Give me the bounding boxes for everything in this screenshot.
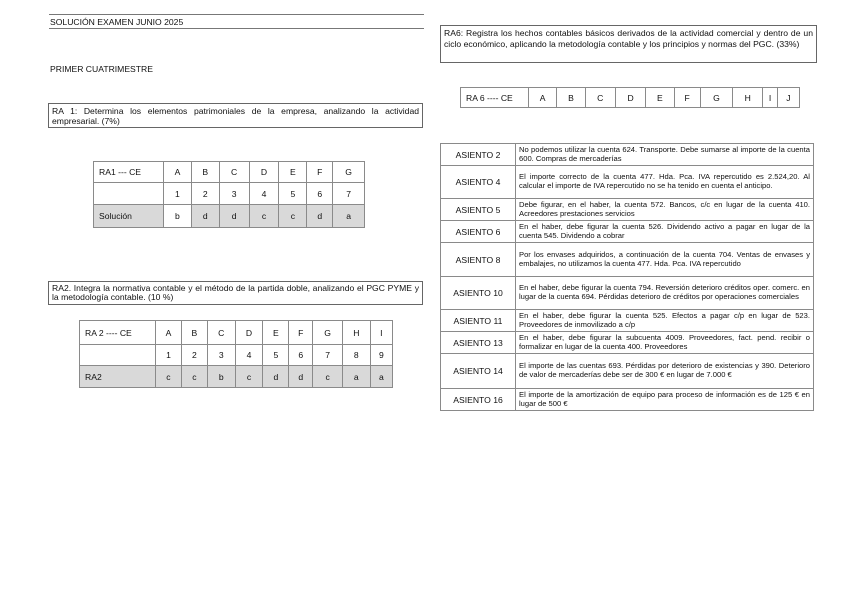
ra1-header-cell: D: [249, 162, 279, 183]
ra1-description: RA 1: Determina los elementos patrimoniales de la empresa, analizando la actividad empresarial. (7%): [48, 103, 423, 128]
ra2-number-cell: 5: [263, 345, 289, 366]
asiento-label: ASIENTO 11: [441, 310, 516, 332]
ra2-number-cell: 2: [181, 345, 207, 366]
ra2-header-cell: G: [313, 321, 343, 345]
asiento-correction: En el haber, debe figurar la cuenta 525. Efectos a pagar c/p en lugar de 523. Proveedores de inmovilizado a c/p: [516, 310, 814, 332]
ra6-entry-row: [441, 144, 814, 166]
ra1-solution-cell: d: [307, 205, 333, 228]
ra1-header-cell: F: [307, 162, 333, 183]
ra2-number-cell: [80, 345, 156, 366]
ra6-entry-row: [441, 221, 814, 243]
ra2-solution-cell: c: [235, 366, 263, 388]
asiento-correction: Debe figurar, en el haber, la cuenta 572. Bancos, c/c en lugar de la cuenta 410. Acreedores prestaciones servicios: [516, 199, 814, 221]
page-title: SOLUCIÓN EXAMEN JUNIO 2025: [50, 17, 184, 27]
ra2-header-cell: C: [207, 321, 235, 345]
ra6-entry-row: [441, 199, 814, 221]
ra6-entry-row: [441, 243, 814, 277]
asiento-label: ASIENTO 4: [441, 166, 516, 199]
ra1-solution-cell: Solución: [94, 205, 164, 228]
ra6-description: RA6: Registra los hechos contables básicos derivados de la actividad comercial y dentro de un ciclo económico, aplicando la metodología contable y los principios y normas del PGC. (33%): [440, 25, 817, 63]
ra1-number-cell: 2: [191, 183, 219, 205]
ra6-entry-row: [441, 354, 814, 389]
ra1-number-cell: 5: [279, 183, 307, 205]
ra6-header-cell: F: [674, 88, 700, 108]
asiento-label: ASIENTO 5: [441, 199, 516, 221]
ra1-header-cell: E: [279, 162, 307, 183]
asiento-label: ASIENTO 2: [441, 144, 516, 166]
ra2-header-cell: I: [370, 321, 392, 345]
asiento-correction: Por los envases adquiridos, a continuación de la cuenta 704. Ventas de envases y embalajes, no utilizamos la cuenta 477. Hda. Pca. IVA repercutido: [516, 243, 814, 277]
ra1-solution-cell: b: [164, 205, 192, 228]
ra2-solution-cell: c: [181, 366, 207, 388]
ra1-table: [93, 161, 365, 228]
ra6-header-cell: D: [615, 88, 645, 108]
ra1-number-cell: 7: [333, 183, 365, 205]
ra2-solution-cell: d: [263, 366, 289, 388]
ra2-header-cell: F: [289, 321, 313, 345]
asiento-correction: El importe de las cuentas 693. Pérdidas por deterioro de existencias y 390. Deterioro de valor de mercaderías debe ser de 300 € en lugar de 7.000 €: [516, 354, 814, 389]
ra1-solution-cell: a: [333, 205, 365, 228]
ra2-number-cell: 7: [313, 345, 343, 366]
ra1-header-cell: A: [164, 162, 192, 183]
ra6-header-cell: I: [763, 88, 777, 108]
ra1-number-cell: 1: [164, 183, 192, 205]
ra2-solution-cell: c: [313, 366, 343, 388]
ra6-header-row: [461, 88, 800, 108]
ra1-header-cell: G: [333, 162, 365, 183]
ra6-header-cell: A: [529, 88, 557, 108]
asiento-label: ASIENTO 6: [441, 221, 516, 243]
ra1-number-row: [94, 183, 365, 205]
ra6-corrections-table: [440, 143, 814, 411]
ra1-header-cell: B: [191, 162, 219, 183]
ra2-solution-cell: c: [156, 366, 182, 388]
ra2-number-cell: 4: [235, 345, 263, 366]
ra6-header-cell: H: [733, 88, 763, 108]
asiento-correction: El importe correcto de la cuenta 477. Hda. Pca. IVA repercutido es 2.524,20. Al calcular el importe de IVA repercutido no se ha tenido en cuenta el anticipo.: [516, 166, 814, 199]
ra2-number-row: [80, 345, 393, 366]
ra6-entry-row: [441, 277, 814, 310]
asiento-correction: El importe de la amortización de equipo para proceso de información es de 125 € en lugar de 500 €: [516, 389, 814, 411]
asiento-correction: En el haber, debe figurar la cuenta 526. Dividendo activo a pagar en lugar de la cuenta 545. Dividendo a cobrar: [516, 221, 814, 243]
ra6-entry-row: [441, 310, 814, 332]
asiento-correction: En el haber, debe figurar la subcuenta 4009. Proveedores, fact. pend. recibir o formalizar en lugar de la cuenta 400. Proveedores: [516, 332, 814, 354]
ra2-number-cell: 1: [156, 345, 182, 366]
ra2-number-cell: 8: [342, 345, 370, 366]
ra1-solution-cell: d: [219, 205, 249, 228]
ra1-solution-row: [94, 205, 365, 228]
ra6-header-cell: C: [585, 88, 615, 108]
header-bottom-rule: [49, 28, 424, 29]
ra2-header-row: [80, 321, 393, 345]
ra1-solution-cell: c: [249, 205, 279, 228]
asiento-label: ASIENTO 10: [441, 277, 516, 310]
term-label: PRIMER CUATRIMESTRE: [50, 64, 153, 74]
ra2-number-cell: 9: [370, 345, 392, 366]
ra1-header-cell: RA1 --- CE: [94, 162, 164, 183]
ra2-solution-cell: RA2: [80, 366, 156, 388]
ra1-number-cell: 4: [249, 183, 279, 205]
header-top-rule: [49, 14, 424, 15]
ra2-header-cell: H: [342, 321, 370, 345]
asiento-correction: En el haber, debe figurar la cuenta 794. Reversión deterioro créditos oper. comerc. en lugar de la cuenta 694. Pérdidas deterioro de créditos por operaciones comerciales: [516, 277, 814, 310]
ra2-number-cell: 3: [207, 345, 235, 366]
ra6-entry-row: [441, 166, 814, 199]
ra2-solution-row: [80, 366, 393, 388]
asiento-label: ASIENTO 14: [441, 354, 516, 389]
ra1-number-cell: [94, 183, 164, 205]
ra6-header-cell: E: [646, 88, 674, 108]
ra2-header-cell: A: [156, 321, 182, 345]
asiento-label: ASIENTO 13: [441, 332, 516, 354]
ra2-description: RA2. Integra la normativa contable y el método de la partida doble, analizando el PGC PYME y la metodología contable. (10 %): [48, 281, 423, 305]
ra2-solution-cell: a: [370, 366, 392, 388]
ra6-header-cell: G: [700, 88, 732, 108]
ra6-header-table: [460, 87, 800, 108]
ra1-number-cell: 6: [307, 183, 333, 205]
ra6-header-cell: B: [557, 88, 585, 108]
ra6-header-cell: RA 6 ---- CE: [461, 88, 529, 108]
asiento-label: ASIENTO 16: [441, 389, 516, 411]
ra1-header-row: [94, 162, 365, 183]
ra2-table: [79, 320, 393, 388]
ra2-number-cell: 6: [289, 345, 313, 366]
ra1-header-cell: C: [219, 162, 249, 183]
ra2-solution-cell: d: [289, 366, 313, 388]
ra2-solution-cell: a: [342, 366, 370, 388]
asiento-label: ASIENTO 8: [441, 243, 516, 277]
ra6-entry-row: [441, 332, 814, 354]
ra2-solution-cell: b: [207, 366, 235, 388]
asiento-correction: No podemos utilizar la cuenta 624. Transporte. Debe sumarse al importe de la cuenta 600. Compras de mercaderías: [516, 144, 814, 166]
ra2-header-cell: B: [181, 321, 207, 345]
ra6-header-cell: J: [777, 88, 799, 108]
ra6-entry-row: [441, 389, 814, 411]
ra2-header-cell: RA 2 ---- CE: [80, 321, 156, 345]
ra1-solution-cell: d: [191, 205, 219, 228]
ra2-header-cell: E: [263, 321, 289, 345]
ra2-header-cell: D: [235, 321, 263, 345]
ra1-number-cell: 3: [219, 183, 249, 205]
ra1-solution-cell: c: [279, 205, 307, 228]
